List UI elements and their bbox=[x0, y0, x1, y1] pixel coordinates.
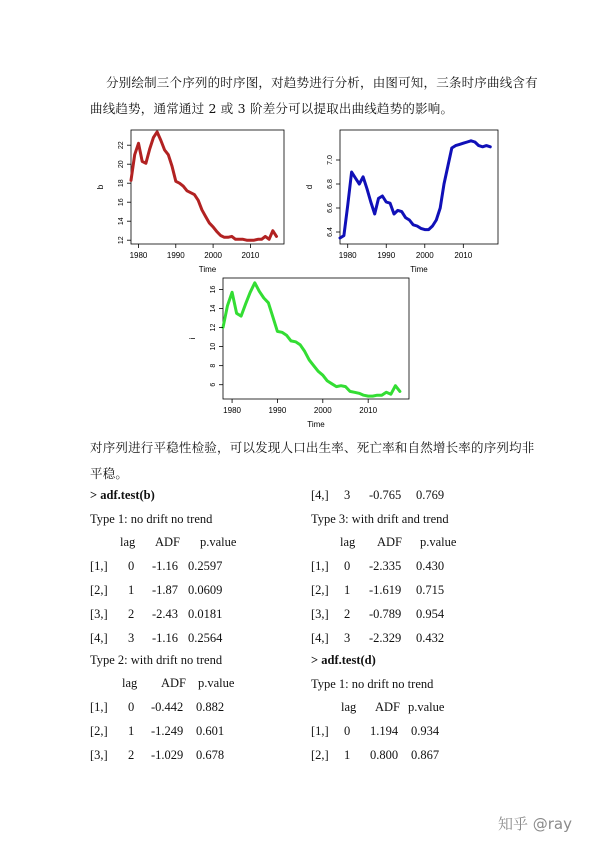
table-cell: 0.882 bbox=[196, 700, 225, 714]
y-axis-label: b bbox=[96, 184, 105, 190]
table-cell: [1,] bbox=[311, 724, 329, 738]
x-tick-label: 1990 bbox=[268, 406, 287, 415]
table-cell: 0 bbox=[344, 724, 351, 738]
col-header: ADF bbox=[375, 700, 401, 714]
type3-label: Type 3: with drift and trend bbox=[311, 512, 449, 526]
chart-i bbox=[176, 273, 410, 438]
col-header: p.value bbox=[200, 535, 237, 549]
col-header: ADF bbox=[377, 535, 403, 549]
table-cell: 1 bbox=[128, 724, 135, 738]
table-cell: -1.619 bbox=[369, 583, 402, 597]
x-tick-label: 2000 bbox=[204, 251, 222, 260]
table-cell: [1,] bbox=[311, 559, 329, 573]
y-tick-label: 12 bbox=[118, 236, 125, 245]
table-cell: 1 bbox=[344, 583, 351, 597]
col-header: p.value bbox=[198, 676, 235, 690]
y-tick-label: 12 bbox=[210, 323, 217, 332]
table-cell: [3,] bbox=[311, 607, 329, 621]
table-cell: [2,] bbox=[90, 724, 108, 738]
table-cell: -0.765 bbox=[369, 488, 402, 502]
table-cell: -1.16 bbox=[152, 559, 179, 573]
table-cell: 1 bbox=[128, 583, 135, 597]
table-cell: [1,] bbox=[90, 700, 108, 714]
y-tick-label: 18 bbox=[118, 179, 125, 188]
stationarity-line-2: 平稳。 bbox=[90, 466, 129, 481]
table-cell: [1,] bbox=[90, 559, 108, 573]
plot-frame bbox=[223, 278, 409, 399]
table-cell: 3 bbox=[344, 488, 351, 502]
table-cell: -2.335 bbox=[369, 559, 402, 573]
type1-label-d: Type 1: no drift no trend bbox=[311, 677, 434, 691]
x-tick-label: 2010 bbox=[241, 251, 260, 260]
table-cell: -1.029 bbox=[151, 748, 184, 762]
col-header: lag bbox=[120, 535, 136, 549]
col-header: ADF bbox=[155, 535, 181, 549]
y-tick-label: 6.4 bbox=[327, 227, 334, 237]
chart-b bbox=[88, 120, 300, 278]
y-axis-label: i bbox=[188, 337, 197, 340]
y-tick-label: 6 bbox=[210, 382, 217, 387]
table-cell: 0.954 bbox=[416, 607, 445, 621]
type2-label: Type 2: with drift no trend bbox=[90, 653, 223, 667]
adf-test-b-command: > adf.test(b) bbox=[90, 488, 155, 502]
y-tick-label: 10 bbox=[210, 342, 217, 351]
table-cell: [4,] bbox=[311, 488, 329, 502]
col-header: p.value bbox=[420, 535, 457, 549]
table-cell: 0.715 bbox=[416, 583, 445, 597]
series-line-i bbox=[223, 283, 400, 396]
table-cell: -1.249 bbox=[151, 724, 184, 738]
col-header: p.value bbox=[408, 700, 445, 714]
table-cell: 2 bbox=[128, 607, 135, 621]
stationarity-line-1: 对序列进行平稳性检验，可以发现人口出生率、死亡率和自然增长率的序列均非 bbox=[90, 440, 535, 455]
x-tick-label: 2010 bbox=[359, 406, 378, 415]
col-header: lag bbox=[340, 535, 356, 549]
table-cell: 1 bbox=[344, 748, 351, 762]
table-cell: [2,] bbox=[311, 583, 329, 597]
series-line-d bbox=[340, 141, 490, 238]
table-cell: 0 bbox=[128, 559, 135, 573]
y-tick-label: 14 bbox=[118, 217, 125, 226]
table-cell: 0.800 bbox=[370, 748, 399, 762]
y-tick-label: 8 bbox=[210, 363, 217, 368]
intro-line-2: 曲线趋势，通常通过 2 或 3 阶差分可以提取出曲线趋势的影响。 bbox=[90, 101, 454, 116]
table-cell: [2,] bbox=[311, 748, 329, 762]
table-cell: 0.2597 bbox=[188, 559, 223, 573]
table-cell: [3,] bbox=[90, 607, 108, 621]
y-tick-label: 16 bbox=[118, 198, 125, 207]
table-cell: 0.2564 bbox=[188, 631, 223, 645]
table-cell: -0.442 bbox=[151, 700, 184, 714]
x-tick-label: 1980 bbox=[223, 406, 241, 415]
y-axis-label: d bbox=[305, 184, 314, 190]
col-header: lag bbox=[122, 676, 138, 690]
table-cell: -2.43 bbox=[152, 607, 179, 621]
table-cell: 0.769 bbox=[416, 488, 445, 502]
table-cell: 2 bbox=[128, 748, 135, 762]
series-line-b bbox=[131, 132, 277, 240]
x-tick-label: 2010 bbox=[454, 251, 473, 260]
table-cell: 0.601 bbox=[196, 724, 225, 738]
x-tick-label: 1990 bbox=[377, 251, 396, 260]
y-tick-label: 20 bbox=[118, 160, 125, 169]
y-tick-label: 6.8 bbox=[327, 179, 334, 189]
intro-line-1: 分别绘制三个序列的时序图，对趋势进行分析，由图可知，三条时序曲线含有 bbox=[106, 75, 538, 90]
chart-d bbox=[298, 120, 514, 278]
table-cell: 0.0609 bbox=[188, 583, 223, 597]
table-cell: -1.87 bbox=[152, 583, 179, 597]
table-cell: 0.432 bbox=[416, 631, 445, 645]
table-cell: -2.329 bbox=[369, 631, 402, 645]
table-cell: 0.430 bbox=[416, 559, 445, 573]
table-cell: 0.867 bbox=[411, 748, 440, 762]
adf-test-d-command: > adf.test(d) bbox=[311, 653, 376, 667]
watermark: 知乎 @ray bbox=[498, 815, 573, 833]
x-axis-label: Time bbox=[410, 265, 428, 274]
x-tick-label: 2000 bbox=[415, 251, 434, 260]
table-cell: [2,] bbox=[90, 583, 108, 597]
x-axis-label: Time bbox=[198, 265, 217, 274]
table-cell: 0.0181 bbox=[188, 607, 223, 621]
x-tick-label: 2000 bbox=[313, 406, 332, 415]
y-tick-label: 16 bbox=[210, 285, 217, 294]
table-cell: [3,] bbox=[90, 748, 108, 762]
table-cell: 0 bbox=[128, 700, 135, 714]
table-cell: [4,] bbox=[311, 631, 329, 645]
y-tick-label: 7.0 bbox=[327, 155, 334, 165]
x-tick-label: 1980 bbox=[129, 251, 148, 260]
table-cell: 0 bbox=[344, 559, 351, 573]
table-cell: 0.678 bbox=[196, 748, 225, 762]
table-cell: -1.16 bbox=[152, 631, 179, 645]
y-tick-label: 14 bbox=[210, 304, 217, 313]
col-header: lag bbox=[341, 700, 357, 714]
table-cell: 3 bbox=[128, 631, 135, 645]
x-tick-label: 1990 bbox=[166, 251, 185, 260]
col-header: ADF bbox=[161, 676, 187, 690]
table-cell: 1.194 bbox=[370, 724, 399, 738]
table-cell: [4,] bbox=[90, 631, 108, 645]
type1-label: Type 1: no drift no trend bbox=[90, 512, 213, 526]
plot-frame bbox=[131, 130, 284, 244]
table-cell: 0.934 bbox=[411, 724, 440, 738]
x-axis-label: Time bbox=[307, 420, 325, 429]
table-cell: -0.789 bbox=[369, 607, 402, 621]
y-tick-label: 22 bbox=[118, 141, 125, 150]
x-tick-label: 1980 bbox=[338, 251, 357, 260]
table-cell: 3 bbox=[344, 631, 351, 645]
y-tick-label: 6.6 bbox=[327, 203, 334, 213]
table-cell: 2 bbox=[344, 607, 351, 621]
